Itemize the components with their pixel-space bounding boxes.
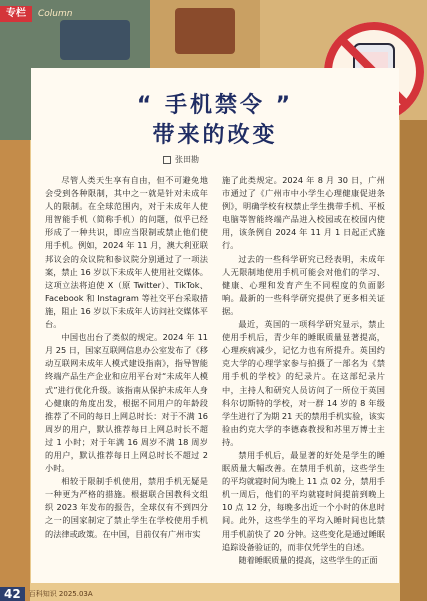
paragraph: 中国也出台了类似的规定。2024 年 11 月 25 日，国家互联网信息办公室发布了《移动互联网未成年人模式建设指南》，指导智能终端产品生产企业和应用平台对“未成年人模式”进行优化升级。该指南从保护未成年人身心健康的角度出发，根据不同用户的年龄段推荐了不同的每日上网总时长：对于不满 16 周岁的用户，默认推荐每日上网总时长不超过 1 小时；对于年满 16 周岁不满 18 周岁的用户，默认推荐每日上网总时长不超过 2 小时。 [45,332,208,474]
paragraph: 禁用手机后，最显著的好处是学生的睡眠质量大幅改善。在禁用手机前，这些学生的平均就寝时间为晚上 11 点 02 分，禁用手机一周后，他们的平均就寝时间提前到晚上 10 点 12 分，每晚多出近一个小时的休息时间。此外，这些学生的平均入睡时间也比禁用手机前快了 20 分钟。这些变化是通过睡眠追踪设备验证的，而非仅凭学生的自述。 [222,449,385,552]
author-marker-icon [163,156,171,164]
article-card [31,68,399,583]
publication-info: 百科知识 2025.03A [28,590,93,598]
paragraph: 施了此类规定。2024 年 8 月 30 日，广州市通过了《广州市中小学生心理健康促进条例》，明确学校有权禁止学生携带手机、平板电脑等智能终端产品进入校园或在校园内使用，该条例自 2024 年 11 月 1 日起正式施行。 [222,175,385,251]
column-tag [0,6,72,22]
background-illustration [175,8,235,54]
paragraph: 相较于限制手机使用，禁用手机无疑是一种更为严格的措施。根据联合国教科文组织 2023 年发布的报告，全球仅有不到四分之一的国家制定了禁止学生在学校使用手机的法律或政策。在中国，目前仅有广州市实 [45,476,208,539]
background-illustration [60,20,130,60]
background-panel [0,140,30,601]
article-column-right [222,174,385,567]
article-title-line1: “ 手机禁令 ” [136,93,294,118]
article-title-line2: 带来的改变 [152,123,278,148]
paragraph: 过去的一些科学研究已经表明，未成年人无限制地使用手机可能会对他们的学习、健康、心理和发育产生不同程度的负面影响。最新的一些科学研究提供了更多相关证据。 [222,253,385,316]
article-column-left [45,174,208,541]
paragraph: 最近，英国的一项科学研究显示，禁止使用手机后，青少年的睡眠质量显著提高，心理疾病减少，记忆力也有所提升。英国约克大学的心理学家参与拍摄了一部名为《禁用手机的学校》的纪录片。在这部纪录片中，主持人和研究人员访问了一所位于英国科尔切斯特的学校，对一群 14 岁的 8 年级学生进行了为期 21 天的禁用手机实验，该实验由约克大学的李德森教授和苏里万博士主持。 [222,319,385,447]
column-tag-label: 专栏 [0,6,32,22]
paragraph: 随着睡眠质量的提高，这些学生的正面 [238,554,378,565]
author-name: 张田勘 [175,155,199,164]
author-byline [163,154,199,165]
background-panel [400,120,427,601]
page-footer [0,587,93,601]
column-tag-english: Column [38,9,73,19]
paragraph: 尽管人类天生享有自由，但不可避免地会受到各种限制，其中之一就是针对未成年人的限制。在全球范围内，对于未成年人使用智能手机（简称手机）的问题，似乎已经形成了一种共识，即应当限制或禁止他们使用手机。例如，2024 年 11 月，澳大利亚联邦议会的众议院和参议院分别通过了一项法案，禁止 16 岁以下未成年人使用社交媒体。这项立法将迫使 X（原 Twitter）、TikTok、Facebook 和 Instagram 等社交平台采取措施，阻止 16 岁以下未成年人访问社交媒体平台。 [45,175,208,330]
page-number: 42 [0,587,25,601]
